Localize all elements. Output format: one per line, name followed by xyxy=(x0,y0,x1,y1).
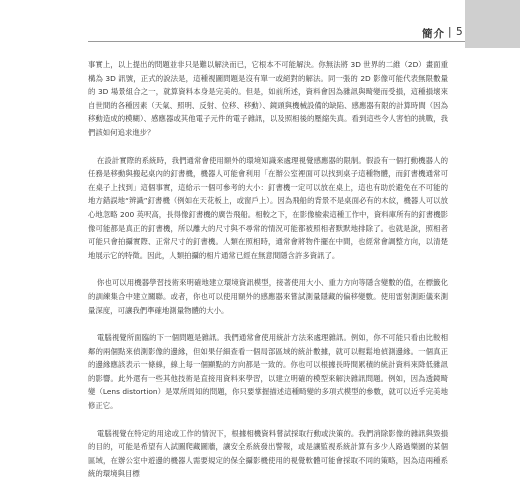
paragraph: 事實上，以上提出的問題並非只是難以解決而已，它根本不可能解決。你無法將 3D 世界的二維（2D）畫面重構為 3D 訊號，正式的說法是，這種視圖問題是沒有單一或絕對的解法。同一張的 2D 影像可能代表無限數量的 3D 場景組合之一，就算資料本身是完美的。但是，如前所述，資料會因為雜訊與畸變而受損，這種損壞來自世間的各種因素（天氣、照明、反射、位移、移動）、鏡頭與機械設備的缺陷、感應器有限的計算時間（因為移動造成的模糊）、感應器或其他電子元件的電子雜訊，以及照相後的壓縮失真。看到這些令人害怕的挑戰，我們該如何追求進步？ xyxy=(88,60,448,137)
header-divider xyxy=(88,41,465,42)
page-header xyxy=(0,0,520,46)
paragraph: 電腦視覺所面臨的下一個問題是雜訊。我們通常會使用統計方法來處理雜訊。例如，你不可能只看由比較相鄰的兩個點來偵測影像的邊緣，但如果仔細查看一個局部區域的統計數據，就可以輕鬆地偵測邊緣。一個真正的邊緣應該表示一條線，線上每一個顯點的方向都是一致的。你也可以根據長時間累積的統計資料來降低雜訊的影響。此外還有一些其他技術是直接用資料來學習，以建立明確的模型來解決雜訊問題。例如，因為透鏡畸變（Lens distortion）是眾所周知的問題，你只要掌握描述這種畸變的多項式模型的參數，就可以近乎完美地修正它。 xyxy=(88,333,448,411)
paragraph: 你也可以用機器學習技術來明確地建立環境資訊模型，接著使用大小、重力方向等隱含變數的值，在標籤化的訓練集合中建立關聯。或者，你也可以使用額外的感應器來嘗試測量隱藏的偏移變數。使用雷射測距儀來測量深度，可讓我們準確地測量物體的大小。 xyxy=(88,278,448,315)
paragraph: 在設計實際的系統時，我們通常會使用額外的環境知識來處理視覺感應器的限制。假設有一個打動機器人的任務是移動與搬起桌內的釘書機，機器人可能會利用「在辦公室裡面可以找到桌子這種物體，而釘書機通常可在桌子上找到」這個事實，這給示一個可參考的大小：釘書機一定可以放在桌上，這也有助於避免在不可能的地方錯誤地“辨識”釘書機（例如在天花板上，或窗戶上）。因為飛船的背景不是桌面必有的木紋，機器人可以放心地忽略 200 英呎高，長得像釘書機的廣告飛船。相較之下，在影像檢索這種工作中，資料庫所有的釘書機影像可能都是真正的釘書機，所以離大的尺寸與不尋常的情況可能都被照相者默默地排除了。也就是說，照相者可能只會拍攝實際、正常尺寸的釘書機。人類在照相時，通常會將物件擺在中間，也經常會調整方向，以清楚地展示它的特徵。因此，人類拍攝的相片通常已經在無意間隱含許多資訊了。 xyxy=(88,155,448,260)
paragraph: 電腦視覺在特定的用途或工作的情況下，根據相機資料嘗試採取行動或決策的。我們消除影像的雜訊與毀損的目的，可能是希望有人試圖爬藏圖牆，讓安全系統發出警報，或是讓監視系統計算有多少人路過樂園的某個區域，在辦公室中遊邊的機器人需要規定的保全攝影機使用的視覺軟體可能會採取不同的策略，因為這兩種系統的環境與目標 xyxy=(88,428,448,479)
section-label: 簡介 xyxy=(422,28,445,40)
header-separator: | xyxy=(448,26,452,38)
body-text xyxy=(88,58,448,495)
page-number: 5 xyxy=(456,26,463,38)
header-gray-tab xyxy=(465,0,520,48)
